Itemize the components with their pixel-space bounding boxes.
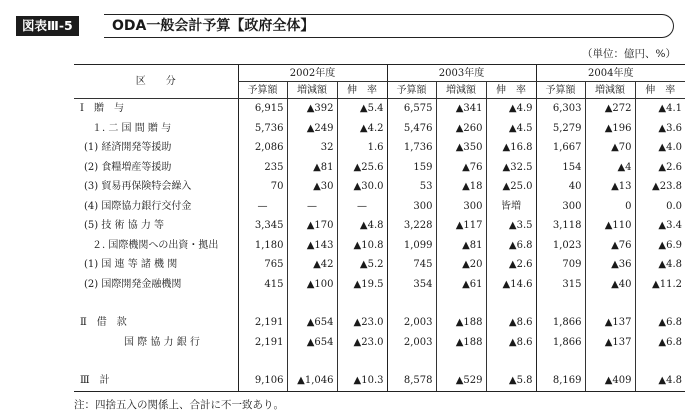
- rate-cell: [635, 294, 685, 313]
- rate-cell: ▲19.5: [337, 275, 387, 295]
- budget-cell: 5,736: [238, 119, 287, 139]
- rate-cell: ▲4.2: [337, 119, 387, 139]
- change-cell: 0: [585, 197, 635, 217]
- budget-cell: 5,279: [536, 119, 585, 139]
- subheader-rate: 伸 率: [337, 82, 387, 99]
- budget-cell: 2,003: [387, 333, 436, 353]
- change-cell: ▲18: [436, 177, 486, 197]
- change-cell: ▲137: [585, 313, 635, 333]
- rate-cell: ▲25.6: [337, 158, 387, 178]
- budget-cell: 3,118: [536, 216, 585, 236]
- rate-cell: [337, 294, 387, 313]
- rate-cell: [635, 352, 685, 371]
- change-cell: [585, 352, 635, 371]
- budget-cell: 1,180: [238, 236, 287, 256]
- rate-cell: ▲14.6: [486, 275, 536, 295]
- table-row: [74, 333, 685, 353]
- table-row: [74, 275, 685, 295]
- figure-number: 図表Ⅲ-5: [16, 16, 79, 36]
- subheader-budget: 予算額: [387, 82, 436, 99]
- budget-cell: 6,915: [238, 99, 287, 119]
- budget-cell: 154: [536, 158, 585, 178]
- change-cell: ▲249: [287, 119, 337, 139]
- change-cell: ▲196: [585, 119, 635, 139]
- rate-cell: 1.6: [337, 138, 387, 158]
- change-cell: ▲1,046: [287, 371, 337, 391]
- footnote: 注：四捨五入の関係上、合計に不一致あり。: [74, 399, 284, 411]
- change-cell: ▲260: [436, 119, 486, 139]
- unit-note: （単位：億円、%）: [582, 48, 676, 60]
- change-cell: ▲20: [436, 255, 486, 275]
- change-cell: ▲170: [287, 216, 337, 236]
- rate-cell: 0.0: [635, 197, 685, 217]
- budget-cell: 70: [238, 177, 287, 197]
- rate-cell: ▲3.4: [635, 216, 685, 236]
- subheader-change: 増減額: [585, 82, 635, 99]
- rate-cell: ▲32.5: [486, 158, 536, 178]
- budget-cell: 1,866: [536, 313, 585, 333]
- table-row: [74, 313, 685, 333]
- budget-cell: [536, 294, 585, 313]
- budget-cell: 53: [387, 177, 436, 197]
- budget-cell: 235: [238, 158, 287, 178]
- rate-cell: ▲25.0: [486, 177, 536, 197]
- change-cell: ▲61: [436, 275, 486, 295]
- change-cell: ▲392: [287, 99, 337, 119]
- change-cell: ▲188: [436, 333, 486, 353]
- rate-cell: ▲16.8: [486, 138, 536, 158]
- change-cell: ▲42: [287, 255, 337, 275]
- change-cell: ▲272: [585, 99, 635, 119]
- rate-cell: ▲8.6: [486, 313, 536, 333]
- row-label: Ⅰ 贈 与: [80, 103, 124, 115]
- budget-cell: [536, 352, 585, 371]
- table-row: [74, 158, 685, 178]
- change-cell: ▲76: [585, 236, 635, 256]
- table-row: [74, 352, 685, 371]
- subheader-budget: 予算額: [536, 82, 585, 99]
- change-cell: ▲30: [287, 177, 337, 197]
- table-row: [74, 216, 685, 236]
- change-cell: ▲654: [287, 333, 337, 353]
- rate-cell: ▲4.8: [635, 255, 685, 275]
- rate-cell: ▲4.8: [337, 216, 387, 236]
- change-cell: ▲36: [585, 255, 635, 275]
- budget-cell: 3,228: [387, 216, 436, 236]
- row-label: (4) 国際協力銀行交付金: [84, 200, 192, 212]
- subheader-change: 増減額: [287, 82, 337, 99]
- budget-cell: 315: [536, 275, 585, 295]
- change-cell: [436, 294, 486, 313]
- row-label: Ⅲ 計: [74, 371, 238, 391]
- subheader-budget: 予算額: [238, 82, 287, 99]
- rate-cell: ▲23.8: [635, 177, 685, 197]
- budget-cell: [387, 294, 436, 313]
- budget-cell: [238, 294, 287, 313]
- change-cell: [287, 352, 337, 371]
- budget-cell: 5,476: [387, 119, 436, 139]
- rate-cell: ▲5.4: [337, 99, 387, 119]
- budget-cell: 415: [238, 275, 287, 295]
- table-row: [74, 255, 685, 275]
- table-row: [74, 119, 685, 139]
- change-cell: ▲341: [436, 99, 486, 119]
- budget-cell: 2,003: [387, 313, 436, 333]
- rate-cell: [486, 352, 536, 371]
- change-cell: ▲143: [287, 236, 337, 256]
- change-cell: ▲110: [585, 216, 635, 236]
- budget-cell: 2,191: [238, 313, 287, 333]
- header-year-2003: 2003年度: [387, 65, 536, 82]
- rate-cell: ▲4.1: [635, 99, 685, 119]
- rate-cell: ▲5.2: [337, 255, 387, 275]
- rate-cell: ▲4.5: [486, 119, 536, 139]
- table-row: [74, 371, 685, 391]
- header-year-2002: 2002年度: [238, 65, 387, 82]
- rate-cell: ▲6.8: [635, 313, 685, 333]
- table-row: [74, 138, 685, 158]
- budget-cell: 765: [238, 255, 287, 275]
- budget-cell: 6,575: [387, 99, 436, 119]
- rate-cell: ▲11.2: [635, 275, 685, 295]
- budget-cell: [387, 352, 436, 371]
- rate-cell: ▲6.8: [486, 236, 536, 256]
- subheader-rate: 伸 率: [635, 82, 685, 99]
- budget-cell: —: [238, 197, 287, 217]
- change-cell: [436, 352, 486, 371]
- budget-table: [74, 64, 685, 392]
- table-row: [74, 294, 685, 313]
- budget-cell: 1,099: [387, 236, 436, 256]
- budget-cell: 40: [536, 177, 585, 197]
- budget-cell: 8,169: [536, 371, 585, 391]
- budget-cell: 159: [387, 158, 436, 178]
- budget-cell: 745: [387, 255, 436, 275]
- budget-cell: 1,667: [536, 138, 585, 158]
- rate-cell: ▲30.0: [337, 177, 387, 197]
- rate-cell: ▲6.9: [635, 236, 685, 256]
- row-label: １. 二 国 間 贈 与: [92, 122, 172, 134]
- row-label: (3) 貿易再保険特会繰入: [84, 181, 192, 193]
- figure-title: ODA一般会計予算【政府全体】: [112, 18, 315, 34]
- rate-cell: ▲10.8: [337, 236, 387, 256]
- header-year-2004: 2004年度: [536, 65, 685, 82]
- budget-cell: 9,106: [238, 371, 287, 391]
- change-cell: ▲4: [585, 158, 635, 178]
- change-cell: ▲188: [436, 313, 486, 333]
- subheader-rate: 伸 率: [486, 82, 536, 99]
- change-cell: [287, 294, 337, 313]
- table-row: [74, 236, 685, 256]
- rate-cell: —: [337, 197, 387, 217]
- budget-cell: [238, 352, 287, 371]
- row-label: Ⅱ 借 款: [80, 317, 127, 329]
- change-cell: ▲529: [436, 371, 486, 391]
- row-label: (2) 国際開発金融機関: [84, 278, 182, 290]
- budget-cell: 2,086: [238, 138, 287, 158]
- rate-cell: ▲23.0: [337, 313, 387, 333]
- row-label: (5) 技 術 協 力 等: [84, 220, 165, 232]
- rate-cell: [337, 352, 387, 371]
- header-category: 区 分: [74, 65, 238, 99]
- rate-cell: ▲4.0: [635, 138, 685, 158]
- change-cell: —: [287, 197, 337, 217]
- table-row: [74, 177, 685, 197]
- budget-cell: 3,345: [238, 216, 287, 236]
- row-label: [74, 294, 238, 313]
- rate-cell: 皆増: [486, 197, 536, 217]
- row-label: [74, 352, 238, 371]
- budget-cell: 1,736: [387, 138, 436, 158]
- budget-cell: 709: [536, 255, 585, 275]
- change-cell: ▲350: [436, 138, 486, 158]
- budget-cell: 6,303: [536, 99, 585, 119]
- rate-cell: ▲4.9: [486, 99, 536, 119]
- row-label: (2) 食糧増産等援助: [84, 161, 172, 173]
- row-label: 国 際 協 力 銀 行: [124, 336, 200, 348]
- rate-cell: ▲2.6: [635, 158, 685, 178]
- rate-cell: ▲23.0: [337, 333, 387, 353]
- rate-cell: ▲6.8: [635, 333, 685, 353]
- change-cell: 300: [436, 197, 486, 217]
- rate-cell: [486, 294, 536, 313]
- change-cell: ▲117: [436, 216, 486, 236]
- row-label: (1) 経済開発等援助: [84, 142, 172, 154]
- change-cell: ▲654: [287, 313, 337, 333]
- rate-cell: ▲3.6: [635, 119, 685, 139]
- change-cell: ▲13: [585, 177, 635, 197]
- change-cell: ▲137: [585, 333, 635, 353]
- budget-cell: 354: [387, 275, 436, 295]
- row-label: ２. 国際機関への出資・拠出: [92, 239, 219, 251]
- change-cell: [585, 294, 635, 313]
- budget-cell: 300: [387, 197, 436, 217]
- rate-cell: ▲8.6: [486, 333, 536, 353]
- budget-cell: 300: [536, 197, 585, 217]
- change-cell: ▲70: [585, 138, 635, 158]
- budget-cell: 1,866: [536, 333, 585, 353]
- rate-cell: ▲4.8: [635, 371, 685, 391]
- rate-cell: ▲10.3: [337, 371, 387, 391]
- change-cell: ▲100: [287, 275, 337, 295]
- change-cell: 32: [287, 138, 337, 158]
- rate-cell: ▲3.5: [486, 216, 536, 236]
- change-cell: ▲40: [585, 275, 635, 295]
- figure-header: [16, 14, 680, 38]
- change-cell: ▲76: [436, 158, 486, 178]
- rate-cell: ▲2.6: [486, 255, 536, 275]
- row-label: (1) 国 連 等 諸 機 関: [84, 259, 178, 271]
- budget-cell: 2,191: [238, 333, 287, 353]
- budget-cell: 8,578: [387, 371, 436, 391]
- table-row: [74, 99, 685, 119]
- budget-cell: 1,023: [536, 236, 585, 256]
- change-cell: ▲81: [287, 158, 337, 178]
- subheader-change: 増減額: [436, 82, 486, 99]
- table-row: [74, 197, 685, 217]
- rate-cell: ▲5.8: [486, 371, 536, 391]
- change-cell: ▲409: [585, 371, 635, 391]
- change-cell: ▲81: [436, 236, 486, 256]
